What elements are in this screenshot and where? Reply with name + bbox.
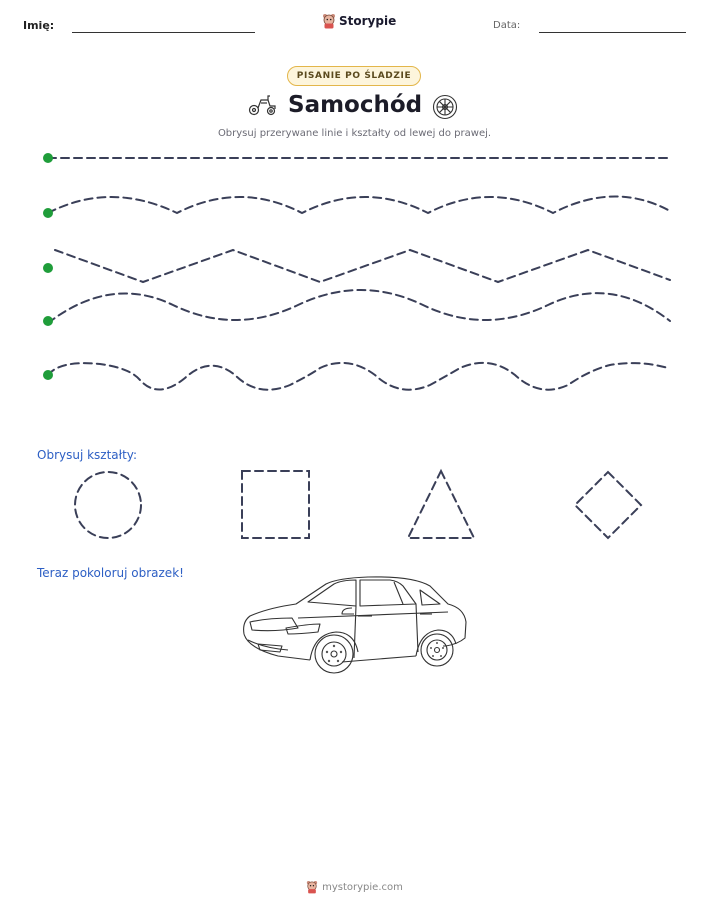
name-field-line[interactable] [72, 32, 255, 33]
name-label: Imię: [23, 19, 55, 32]
trace-line-wave[interactable] [48, 290, 670, 323]
shapes-label: Obrysuj kształty: [37, 448, 138, 462]
date-field-line[interactable] [539, 32, 686, 33]
start-dot [43, 316, 53, 326]
trace-shape-square[interactable] [242, 471, 309, 538]
instructions: Obrysuj przerywane linie i kształty od lewej do prawej. [217, 128, 492, 139]
storypie-logo-icon [322, 13, 336, 29]
start-dot [43, 263, 53, 273]
worksheet-badge: PISANIE PO ŚLADZIE [287, 66, 421, 86]
trace-shape-circle[interactable] [75, 472, 141, 538]
trace-lines-area [0, 140, 709, 400]
trace-line-arcs[interactable] [48, 196, 670, 213]
car-rear-wheel[interactable] [421, 634, 453, 666]
tractor-icon [248, 94, 278, 116]
coloring-label: Teraz pokoloruj obrazek! [37, 566, 184, 580]
trace-line-loops[interactable] [48, 363, 668, 390]
start-dot [43, 208, 53, 218]
footer [0, 880, 709, 894]
footer-website[interactable]: mystorypie.com [322, 881, 403, 893]
brand [322, 13, 396, 29]
trace-shapes-area [0, 462, 709, 552]
start-dot [43, 153, 53, 163]
start-dot [43, 370, 53, 380]
trace-shape-diamond[interactable] [575, 472, 641, 538]
date-label: Data: [493, 20, 521, 31]
car-outline[interactable] [238, 572, 472, 684]
wheel-icon [432, 94, 458, 120]
storypie-logo-icon [306, 880, 318, 894]
brand-name: Storypie [339, 14, 397, 28]
page-title: Samochód [288, 92, 423, 118]
car-front-wheel[interactable] [315, 635, 353, 673]
trace-line-zigzag[interactable] [55, 250, 670, 282]
trace-shape-triangle[interactable] [408, 471, 474, 538]
